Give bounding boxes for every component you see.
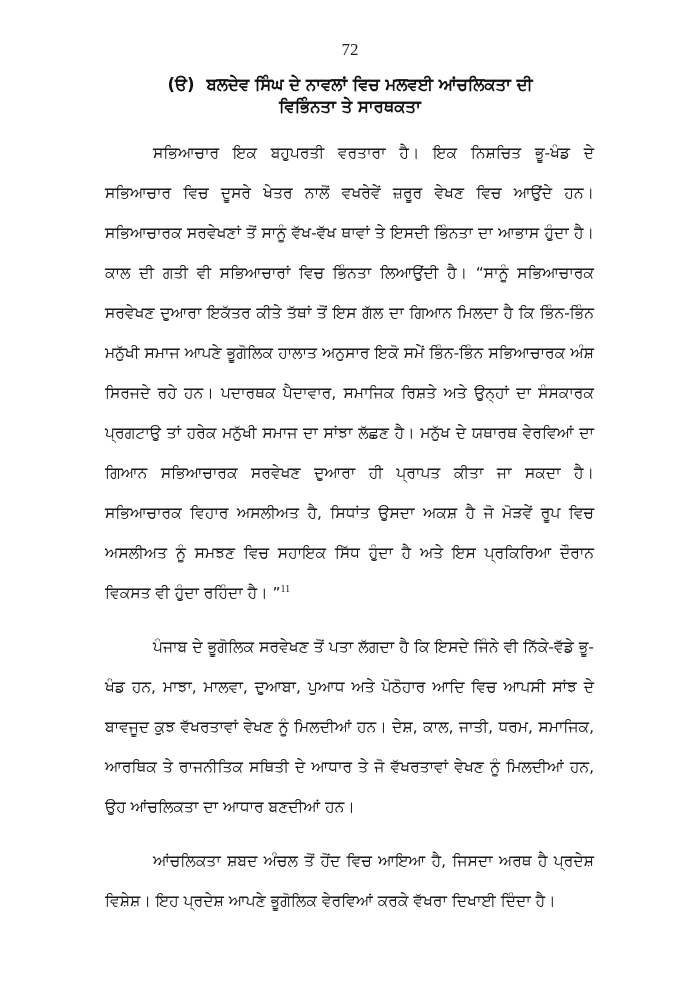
section-heading-line-1 (100, 74, 600, 96)
paragraph-2-text: ਪੰਜਾਬ ਦੇ ਭੂਗੋਲਿਕ ਸਰਵੇਖਣ ਤੋਂ ਪਤਾ ਲੱਗਦਾ ਹੈ ਕਿ ਇਸਦੇ ਜਿੰਨੇ ਵੀ ਨਿੱਕੇ-ਵੱਡੇ ਭੂ-ਖੰਡ ਹਨ, ਮਾਝਾ, ਮਾਲਵਾ, ਦੁਆਬਾ, ਪੁਆਧ ਅਤੇ ਪੋਠੋਹਾਰ ਆਦਿ ਵਿਚ ਆਪਸੀ ਸਾਂਝ ਦੇ ਬਾਵਜੂਦ ਕੁਝ ਵੱਖਰਤਾਵਾਂ ਵੇਖਣ ਨੂੰ ਮਿਲਦੀਆਂ ਹਨ। ਦੇਸ਼, ਕਾਲ, ਜਾਤੀ, ਧਰਮ, ਸਮਾਜਿਕ, ਆਰਥਿਕ ਤੇ ਰਾਜਨੀਤਿਕ ਸਥਿਤੀ ਦੇ ਆਧਾਰ ਤੇ ਜੋ ਵੱਖਰਤਾਵਾਂ ਵੇਖਣ ਨੂੰ ਮਿਲਦੀਆਂ ਹਨ, ਉਹ ਆਂਚਲਿਕਤਾ ਦਾ ਆਧਾਰ ਬਣਦੀਆਂ ਹਨ। (105, 638, 594, 816)
body-text (105, 133, 594, 921)
paragraph-1-text: ਸਭਿਆਚਾਰ ਇਕ ਬਹੁਪਰਤੀ ਵਰਤਾਰਾ ਹੈ। ਇਕ ਨਿਸ਼ਚਿਤ ਭੂ-ਖੰਡ ਦੇ ਸਭਿਆਚਾਰ ਵਿਚ ਦੂਸਰੇ ਖੇਤਰ ਨਾਲੋਂ ਵਖਰੇਵੇਂ ਜ਼ਰੂਰ ਵੇਖਣ ਵਿਚ ਆਉਂਦੇ ਹਨ। ਸਭਿਆਚਾਰਕ ਸਰਵੇਖਣਾਂ ਤੋਂ ਸਾਨੂੰ ਵੱਖ-ਵੱਖ ਥਾਵਾਂ ਤੇ ਇਸਦੀ ਭਿੰਨਤਾ ਦਾ ਆਭਾਸ ਹੁੰਦਾ ਹੈ। ਕਾਲ ਦੀ ਗਤੀ ਵੀ ਸਭਿਆਚਾਰਾਂ ਵਿਚ ਭਿੰਨਤਾ ਲਿਆਉਂਦੀ ਹੈ। “ਸਾਨੂੰ ਸਭਿਆਚਾਰਕ ਸਰਵੇਖਣ ਦੁਆਰਾ ਇਕੱਤਰ ਕੀਤੇ ਤੱਥਾਂ ਤੋਂ ਇਸ ਗੱਲ ਦਾ ਗਿਆਨ ਮਿਲਦਾ ਹੈ ਕਿ ਭਿੰਨ-ਭਿੰਨ ਮਨੁੱਖੀ ਸਮਾਜ ਆਪਣੇ ਭੂਗੋਲਿਕ ਹਾਲਾਤ ਅਨੁਸਾਰ ਇਕੋ ਸਮੇਂ ਭਿੰਨ-ਭਿੰਨ ਸਭਿਆਚਾਰਕ ਅੰਸ਼ ਸਿਰਜਦੇ ਰਹੇ ਹਨ। ਪਦਾਰਥਕ ਪੈਦਾਵਾਰ, ਸਮਾਜਿਕ ਰਿਸ਼ਤੇ ਅਤੇ ਉਨ੍ਹਾਂ ਦਾ ਸੰਸਕਾਰਕ ਪ੍ਰਗਟਾਉ ਤਾਂ ਹਰੇਕ ਮਨੁੱਖੀ ਸਮਾਜ ਦਾ ਸਾਂਝਾ ਲੱਛਣ ਹੈ। ਮਨੁੱਖ ਦੇ ਯਥਾਰਥ ਵੇਰਵਿਆਂ ਦਾ ਗਿਆਨ ਸਭਿਆਚਾਰਕ ਸਰਵੇਖਣ ਦੁਆਰਾ ਹੀ ਪ੍ਰਾਪਤ ਕੀਤਾ ਜਾ ਸਕਦਾ ਹੈ। ਸਭਿਆਚਾਰਕ ਵਿਹਾਰ ਅਸਲੀਅਤ ਹੈ, ਸਿਧਾਂਤ ਉਸਦਾ ਅਕਸ਼ ਹੈ ਜੋ ਮੋੜਵੇਂ ਰੂਪ ਵਿਚ ਅਸਲੀਅਤ ਨੂੰ ਸਮਝਣ ਵਿਚ ਸਹਾਇਕ ਸਿੱਧ ਹੁੰਦਾ ਹੈ ਅਤੇ ਇਸ ਪ੍ਰਕਿਰਿਆ ਦੌਰਾਨ ਵਿਕਸਤ ਵੀ ਹੁੰਦਾ ਰਹਿੰਦਾ ਹੈ। ” (105, 144, 594, 602)
page-number: 72 (341, 40, 359, 59)
paragraph-2 (105, 627, 594, 827)
paragraph-3 (105, 841, 594, 921)
section-title-part-1: ਬਲਦੇਵ ਸਿੰਘ ਦੇ ਨਾਵਲਾਂ ਵਿਚ ਮਲਵਈ ਆਂਚਲਿਕਤਾ ਦੀ (206, 75, 533, 94)
section-heading (100, 74, 600, 118)
section-heading-line-2: ਵਿਭਿੰਨਤਾ ਤੇ ਸਾਰਥਕਤਾ (279, 97, 421, 116)
footnote-reference: 11 (280, 583, 291, 595)
paragraph-3-text: ਆਂਚਲਿਕਤਾ ਸ਼ਬਦ ਅੰਚਲ ਤੋਂ ਹੋਂਦ ਵਿਚ ਆਇਆ ਹੈ, ਜਿਸਦਾ ਅਰਥ ਹੈ ਪ੍ਰਦੇਸ਼ ਵਿਸ਼ੇਸ਼। ਇਹ ਪ੍ਰਦੇਸ਼ ਆਪਣੇ ਭੂਗੋਲਿਕ ਵੇਰਵਿਆਂ ਕਰਕੇ ਵੱਖਰਾ ਦਿਖਾਈ ਦਿੰਦਾ ਹੈ। (105, 852, 594, 910)
paragraph-1 (105, 133, 594, 613)
section-marker: (ੳ) (167, 75, 195, 94)
